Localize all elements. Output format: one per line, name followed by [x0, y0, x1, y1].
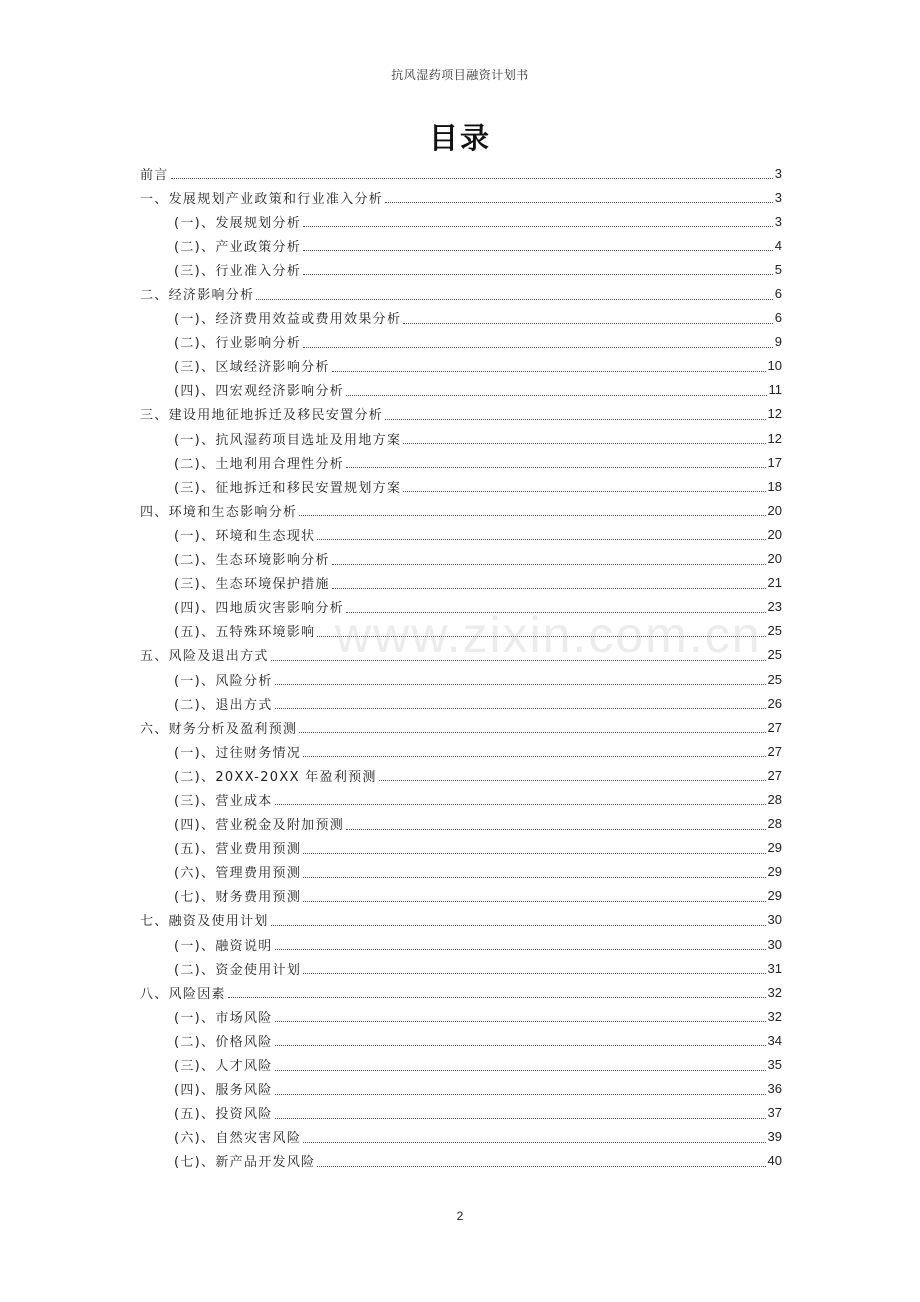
toc-subentry[interactable]: [140, 547, 782, 571]
toc-dot-leader: [303, 346, 773, 348]
toc-dot-leader: [228, 996, 766, 998]
toc-dot-leader: [275, 707, 766, 709]
toc-dot-leader: [379, 779, 766, 781]
toc-subentry[interactable]: [140, 330, 782, 354]
toc-entry-label: (二)、生态环境影响分析: [174, 553, 330, 569]
toc-entry-label: 八、风险因素: [140, 986, 226, 1002]
toc-entry-page: 17: [767, 454, 782, 470]
toc-entry-label: (三)、行业准入分析: [174, 263, 302, 279]
toc-subentry[interactable]: [140, 667, 782, 691]
toc-entry-page: 18: [767, 478, 782, 494]
toc-entry-label: (二)、行业影响分析: [174, 336, 302, 352]
toc-subentry[interactable]: [140, 306, 782, 330]
toc-subentry[interactable]: [140, 884, 782, 908]
toc-dot-leader: [332, 563, 766, 565]
toc-subentry[interactable]: [140, 812, 782, 836]
toc-entry[interactable]: [140, 643, 782, 667]
toc-dot-leader: [385, 201, 773, 203]
toc-entry-label: 二、经济影响分析: [140, 288, 255, 304]
toc-dot-leader: [346, 828, 765, 830]
toc-entry-page: 26: [767, 695, 782, 711]
toc-entry-label: (四)、四宏观经济影响分析: [174, 384, 345, 400]
toc-subentry[interactable]: [140, 426, 782, 450]
toc-dot-leader: [403, 322, 773, 324]
toc-entry-label: (三)、营业成本: [174, 793, 273, 809]
toc-subentry[interactable]: [140, 1028, 782, 1052]
toc-subentry[interactable]: [140, 836, 782, 860]
toc-entry-label: (一)、过往财务情况: [174, 745, 302, 761]
toc-entry-label: (二)、退出方式: [174, 697, 273, 713]
toc-entry-label: (一)、抗风湿药项目选址及用地方案: [174, 432, 402, 448]
toc-entry-label: (五)、投资风险: [174, 1107, 273, 1123]
toc-entry-label: (四)、四地质灾害影响分析: [174, 601, 345, 617]
toc-entry-page: 29: [767, 888, 782, 904]
toc-subentry[interactable]: [140, 233, 782, 257]
toc-entry-label: (五)、五特殊环境影响: [174, 625, 316, 641]
toc-entry-page: 4: [774, 237, 782, 253]
toc-entry-page: 29: [767, 864, 782, 880]
toc-dot-leader: [403, 442, 765, 444]
toc-subentry[interactable]: [140, 1077, 782, 1101]
toc-entry-label: (七)、新产品开发风险: [174, 1155, 316, 1171]
toc-dot-leader: [317, 538, 765, 540]
toc-entry-label: (七)、财务费用预测: [174, 890, 302, 906]
toc-entry-page: 23: [767, 599, 782, 615]
toc-dot-leader: [403, 490, 765, 492]
toc-dot-leader: [303, 225, 773, 227]
toc-entry-page: 25: [767, 647, 782, 663]
toc-entry-label: (二)、产业政策分析: [174, 239, 302, 255]
toc-dot-leader: [317, 635, 765, 637]
toc-entry-label: (三)、人才风险: [174, 1059, 273, 1075]
toc-dot-leader: [299, 514, 765, 516]
page-number: 2: [456, 1209, 464, 1223]
toc-subentry[interactable]: [140, 739, 782, 763]
toc-subentry[interactable]: [140, 209, 782, 233]
toc-dot-leader: [299, 731, 765, 733]
toc-entry-page: 32: [767, 984, 782, 1000]
toc-subentry[interactable]: [140, 1004, 782, 1028]
toc-entry-page: 25: [767, 623, 782, 639]
toc-entry-page: 5: [774, 261, 782, 277]
toc-entry-page: 20: [767, 526, 782, 542]
toc-subentry[interactable]: [140, 763, 782, 787]
toc-subentry[interactable]: [140, 787, 782, 811]
toc-subentry[interactable]: [140, 1125, 782, 1149]
toc-entry-label: (六)、管理费用预测: [174, 866, 302, 882]
toc-entry-page: 20: [767, 551, 782, 567]
toc-subentry[interactable]: [140, 595, 782, 619]
page-title: 目录: [428, 121, 491, 155]
toc-entry-page: 30: [767, 936, 782, 952]
toc-subentry[interactable]: [140, 378, 782, 402]
toc-subentry[interactable]: [140, 1101, 782, 1125]
toc-entry-label: (二)、资金使用计划: [174, 962, 302, 978]
toc-entry-page: 34: [767, 1032, 782, 1048]
toc-dot-leader: [303, 755, 765, 757]
toc-entry-page: 3: [774, 189, 782, 205]
toc-dot-leader: [275, 1117, 766, 1119]
toc-entry-label: (一)、经济费用效益或费用效果分析: [174, 312, 402, 328]
toc-entry-page: 12: [767, 430, 782, 446]
toc-entry-page: 28: [767, 816, 782, 832]
toc-entry-page: 31: [767, 960, 782, 976]
toc-entry-page: 3: [774, 213, 782, 229]
toc-dot-leader: [303, 876, 765, 878]
toc-entry-page: 21: [767, 575, 782, 591]
toc-entry[interactable]: [140, 161, 782, 185]
toc-subentry[interactable]: [140, 1149, 782, 1173]
toc-dot-leader: [385, 418, 765, 420]
toc-entry-page: 27: [767, 767, 782, 783]
toc-dot-leader: [303, 852, 765, 854]
toc-entry-page: 30: [767, 912, 782, 928]
toc-entry-label: 前言: [140, 167, 169, 183]
toc-entry-label: (六)、自然灾害风险: [174, 1131, 302, 1147]
toc-entry-page: 36: [767, 1081, 782, 1097]
toc-entry[interactable]: [140, 980, 782, 1004]
toc-entry-page: 27: [767, 743, 782, 759]
toc-entry-page: 25: [767, 671, 782, 687]
toc-subentry[interactable]: [140, 522, 782, 546]
toc-dot-leader: [303, 972, 765, 974]
toc-entry-label: 四、环境和生态影响分析: [140, 504, 298, 520]
toc-subentry[interactable]: [140, 860, 782, 884]
toc-entry-page: 9: [774, 334, 782, 350]
toc-subentry[interactable]: [140, 691, 782, 715]
toc-entry-label: (二)、土地利用合理性分析: [174, 456, 345, 472]
toc-dot-leader: [275, 1093, 766, 1095]
toc-dot-leader: [346, 466, 765, 468]
toc-dot-leader: [256, 298, 772, 300]
toc-dot-leader: [332, 370, 766, 372]
toc-entry-page: 27: [767, 719, 782, 735]
toc-entry-label: (一)、市场风险: [174, 1010, 273, 1026]
toc-entry-page: 11: [768, 382, 782, 398]
toc-entry-page: 3: [774, 165, 782, 181]
toc-entry-page: 29: [767, 840, 782, 856]
toc-subentry[interactable]: [140, 619, 782, 643]
toc-dot-leader: [346, 611, 765, 613]
toc-dot-leader: [171, 177, 773, 179]
toc-entry-label: (五)、营业费用预测: [174, 842, 302, 858]
toc-entry-page: 6: [774, 286, 782, 302]
toc-subentry[interactable]: [140, 474, 782, 498]
toc-entry-label: 七、融资及使用计划: [140, 914, 269, 930]
toc-entry-label: (三)、区域经济影响分析: [174, 360, 330, 376]
toc-subentry[interactable]: [140, 354, 782, 378]
toc-entry-page: 6: [774, 310, 782, 326]
toc-dot-leader: [317, 1165, 765, 1167]
toc-entry-page: 35: [767, 1057, 782, 1073]
toc-subentry[interactable]: [140, 956, 782, 980]
toc-dot-leader: [275, 683, 766, 685]
toc-entry-label: (一)、环境和生态现状: [174, 528, 316, 544]
toc-subentry[interactable]: [140, 1052, 782, 1076]
toc-dot-leader: [275, 1069, 766, 1071]
toc-dot-leader: [275, 803, 766, 805]
toc-dot-leader: [303, 273, 773, 275]
toc-entry-page: 40: [767, 1153, 782, 1169]
toc-entry-label: (一)、融资说明: [174, 938, 273, 954]
toc-entry-label: 一、发展规划产业政策和行业准入分析: [140, 191, 384, 207]
toc-entry-label: (一)、发展规划分析: [174, 215, 302, 231]
toc-entry-page: 32: [767, 1008, 782, 1024]
toc-entry[interactable]: [140, 402, 782, 426]
running-header: 抗风湿药项目融资计划书: [391, 68, 529, 82]
toc-entry-page: 28: [767, 791, 782, 807]
toc-entry[interactable]: [140, 281, 782, 305]
watermark: www.zixin.com.cn: [335, 607, 762, 663]
toc-entry-page: 20: [767, 502, 782, 518]
toc-subentry[interactable]: [140, 932, 782, 956]
toc-subentry[interactable]: [140, 450, 782, 474]
toc-dot-leader: [275, 1044, 766, 1046]
toc-entry-label: 六、财务分析及盈利预测: [140, 721, 298, 737]
table-of-contents: [140, 161, 782, 1173]
toc-dot-leader: [346, 394, 766, 396]
toc-entry-label: (三)、征地拆迁和移民安置规划方案: [174, 480, 402, 496]
toc-entry[interactable]: [140, 715, 782, 739]
toc-entry[interactable]: [140, 908, 782, 932]
toc-dot-leader: [303, 1141, 765, 1143]
toc-dot-leader: [303, 900, 765, 902]
toc-entry-label: (三)、生态环境保护措施: [174, 577, 330, 593]
toc-entry-label: (四)、服务风险: [174, 1083, 273, 1099]
toc-entry-label: (二)、价格风险: [174, 1034, 273, 1050]
toc-entry-page: 12: [767, 406, 782, 422]
toc-entry[interactable]: [140, 498, 782, 522]
toc-entry-label: 三、建设用地征地拆迁及移民安置分析: [140, 408, 384, 424]
toc-dot-leader: [271, 924, 766, 926]
toc-dot-leader: [275, 1020, 766, 1022]
toc-subentry[interactable]: [140, 571, 782, 595]
toc-entry-label: 五、风险及退出方式: [140, 649, 269, 665]
toc-dot-leader: [303, 249, 773, 251]
toc-entry-label: (二)、20XX-20XX 年盈利预测: [174, 769, 377, 785]
toc-dot-leader: [271, 659, 766, 661]
toc-entry-label: (四)、营业税金及附加预测: [174, 818, 345, 834]
toc-entry-label: (一)、风险分析: [174, 673, 273, 689]
toc-dot-leader: [332, 587, 766, 589]
toc-entry-page: 37: [767, 1105, 782, 1121]
toc-entry[interactable]: [140, 185, 782, 209]
toc-subentry[interactable]: [140, 257, 782, 281]
toc-entry-page: 39: [767, 1129, 782, 1145]
toc-dot-leader: [275, 948, 766, 950]
toc-entry-page: 10: [767, 358, 782, 374]
